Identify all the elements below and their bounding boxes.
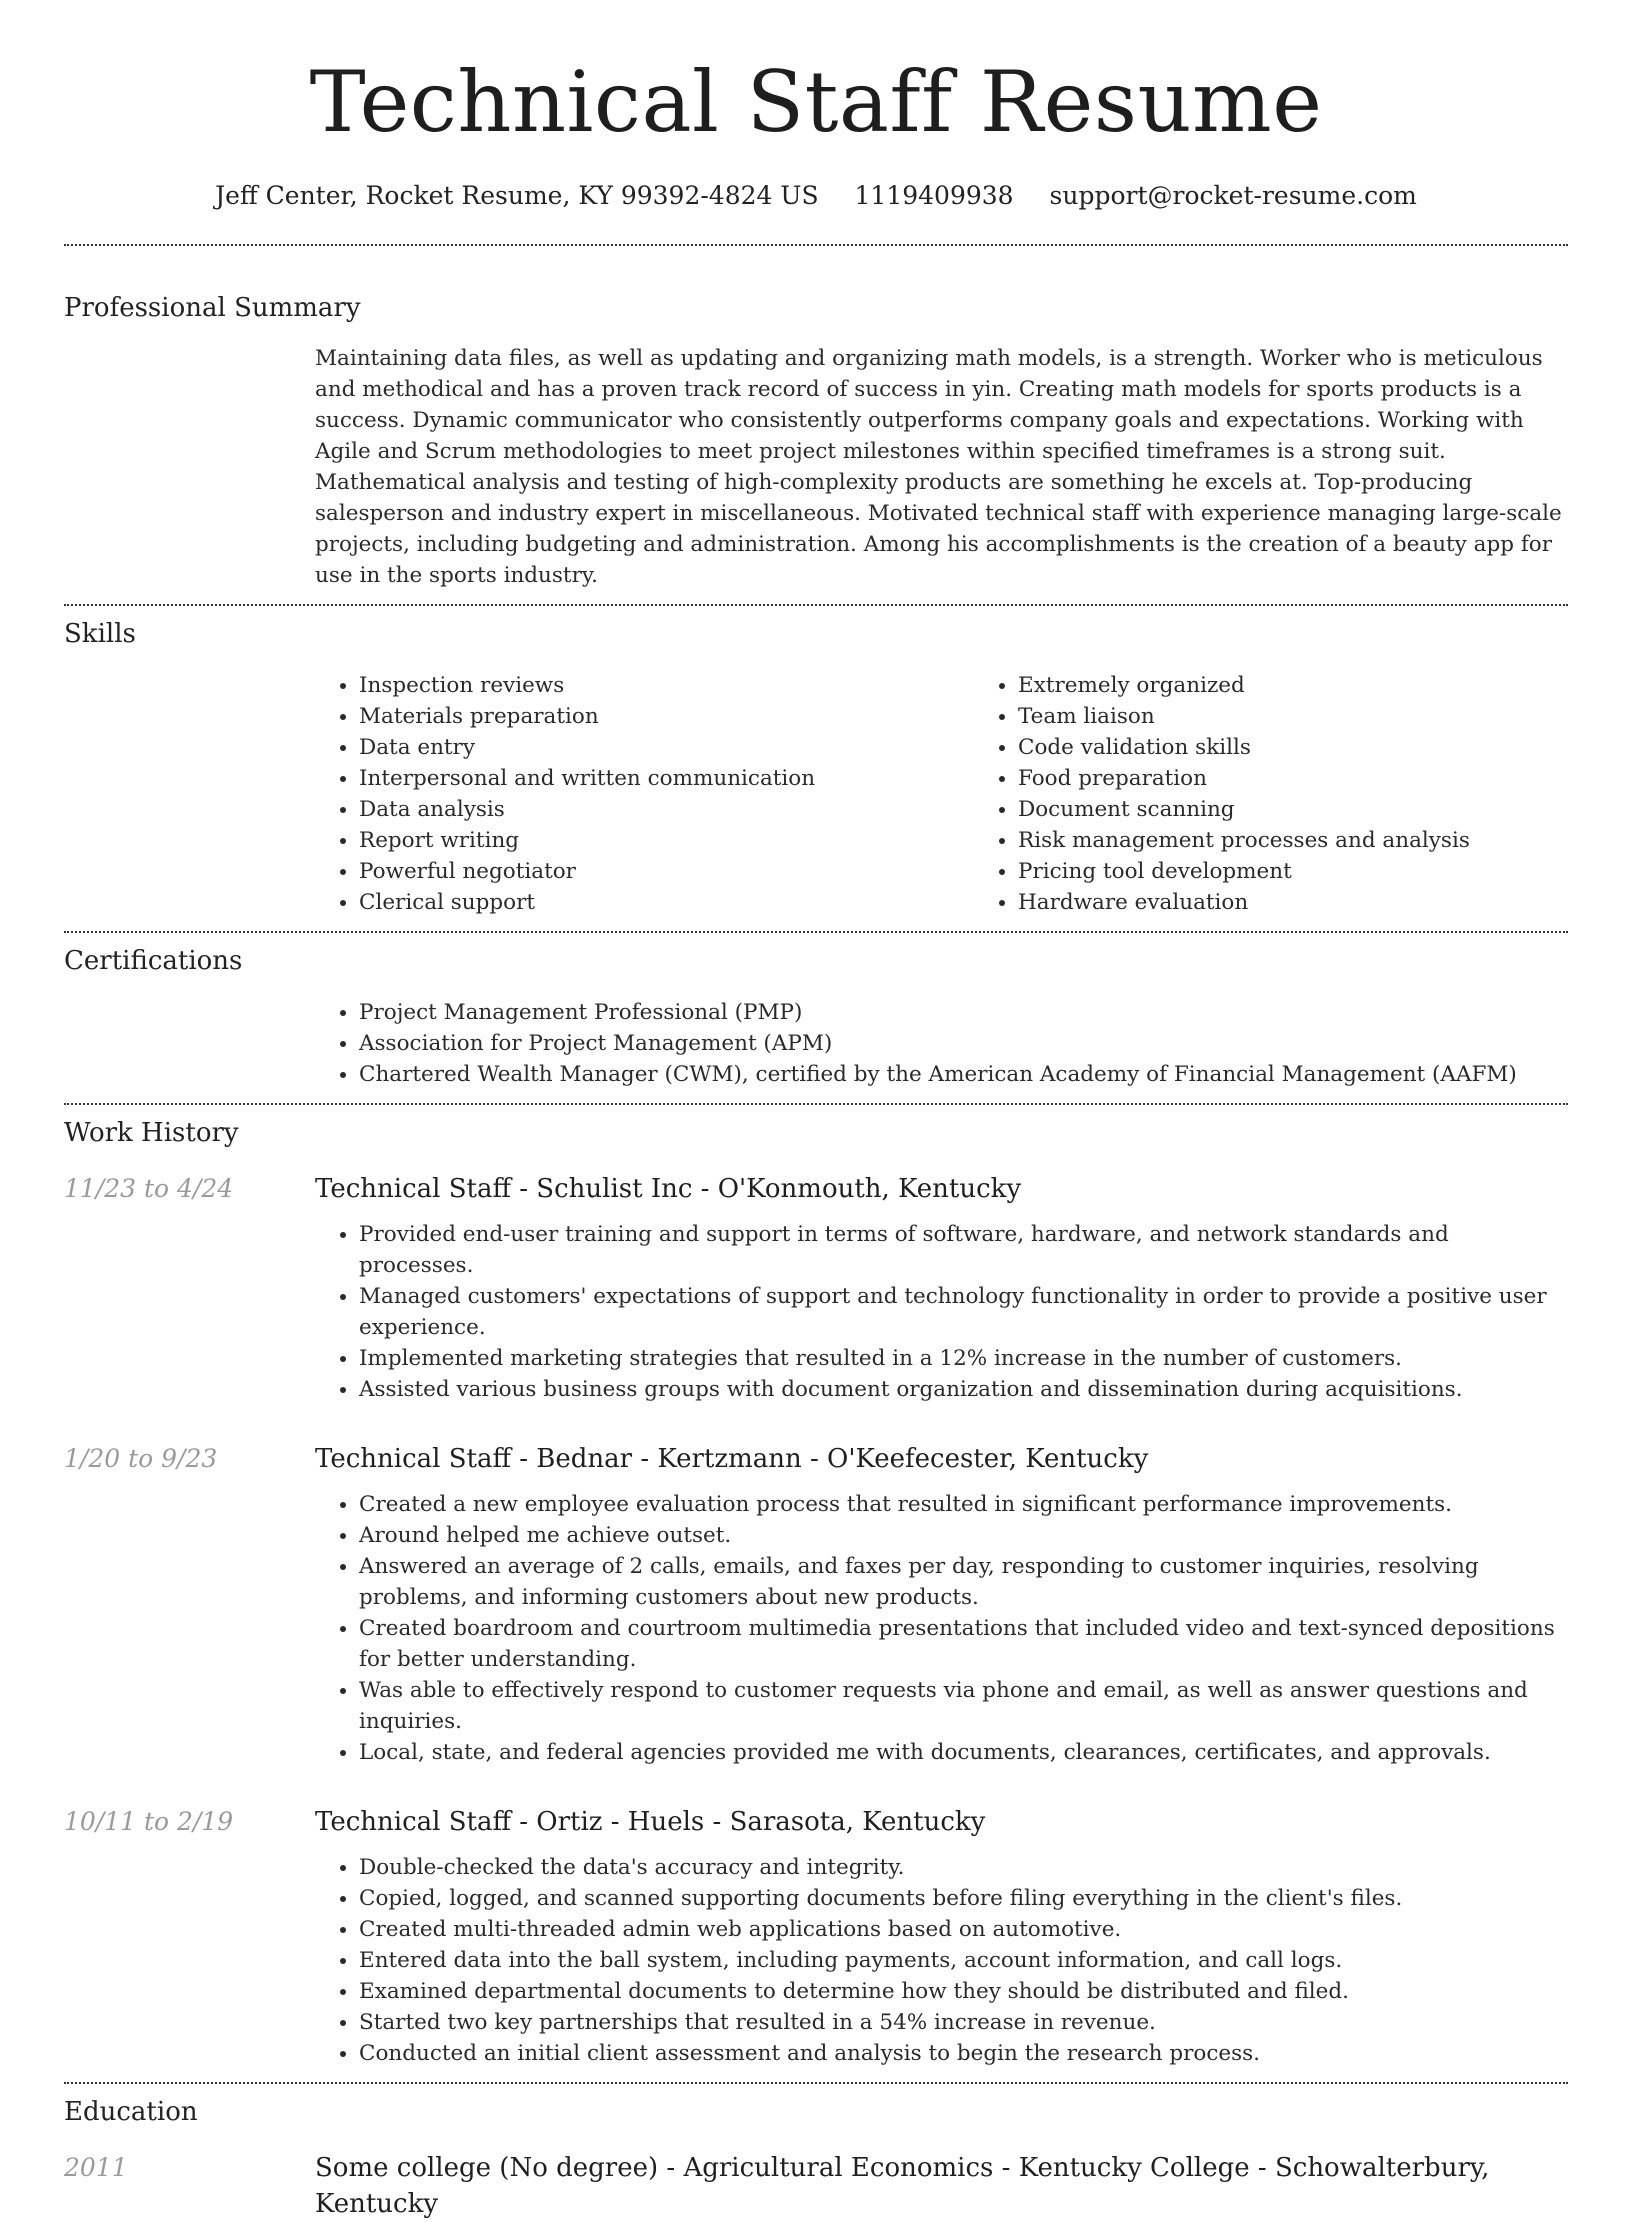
- skill-item: • Extremely organized: [1018, 670, 1632, 701]
- skill-item: • Pricing tool development: [1018, 856, 1632, 887]
- skill-item: • Inspection reviews: [359, 670, 974, 701]
- skills-section: [64, 616, 1568, 918]
- divider: [64, 604, 1568, 606]
- job-bullet: • Provided end-user training and support in terms of software, hardware, and network standards and processes.: [359, 1219, 1568, 1281]
- job-bullets: [315, 1852, 1568, 2069]
- certifications-list: [315, 997, 1568, 1090]
- contact-address: Jeff Center, Rocket Resume, KY 99392-4824 US: [215, 181, 819, 210]
- summary-section: [64, 290, 1568, 591]
- job-entry: [64, 1441, 1568, 1477]
- certification-item: • Association for Project Management (APM): [359, 1028, 1568, 1059]
- summary-text: Maintaining data files, as well as updating and organizing math models, is a strength. Worker who is meticulous and methodical and has a proven track record of success in yin. Creating math models for sports products is a success. Dynamic communicator who consistently outperforms company goals and expectations. Working with Agile and Scrum methodologies to meet project milestones within specified timeframes is a strong suit. Mathematical analysis and testing of high-complexity products are something he excels at. Top-producing salesperson and industry expert in miscellaneous. Motivated technical staff with experience managing large-scale projects, including budgeting and administration. Among his accomplishments is the creation of a beauty app for use in the sports industry.: [315, 346, 1562, 588]
- skills-list-left: [315, 670, 974, 918]
- skill-item: • Report writing: [359, 825, 974, 856]
- skill-item: • Interpersonal and written communication: [359, 763, 974, 794]
- education-entry: [64, 2150, 1568, 2222]
- education-section: [64, 2094, 1568, 2222]
- job-dates: 1/20 to 9/23: [64, 1444, 218, 1473]
- job-dates: 10/11 to 2/19: [64, 1807, 234, 1836]
- job-bullet: • Double-checked the data's accuracy and integrity.: [359, 1852, 1568, 1883]
- certifications-section: [64, 943, 1568, 1090]
- contact-info: [64, 178, 1568, 214]
- section-heading-certifications: Certifications: [64, 946, 243, 976]
- certification-item: • Project Management Professional (PMP): [359, 997, 1568, 1028]
- divider: [64, 931, 1568, 933]
- contact-phone: 1119409938: [854, 181, 1014, 210]
- certification-item: • Chartered Wealth Manager (CWM), certified by the American Academy of Financial Management (AAFM): [359, 1059, 1568, 1090]
- divider: [64, 2082, 1568, 2084]
- job-entry: [64, 1804, 1568, 1840]
- skill-item: • Data entry: [359, 732, 974, 763]
- resume-title: Technical Staff Resume: [309, 53, 1323, 151]
- section-heading-education: Education: [64, 2097, 198, 2127]
- job-bullet: • Managed customers' expectations of support and technology functionality in order to provide a positive user experience.: [359, 1281, 1568, 1343]
- skill-item: • Team liaison: [1018, 701, 1632, 732]
- section-heading-work-history: Work History: [64, 1118, 239, 1148]
- job-title: Technical Staff - Bednar - Kertzmann - O'Keefecester, Kentucky: [315, 1444, 1149, 1474]
- job-bullet: • Around helped me achieve outset.: [359, 1520, 1568, 1551]
- education-year: 2011: [64, 2153, 128, 2182]
- skill-item: • Risk management processes and analysis: [1018, 825, 1632, 856]
- job-bullet: • Examined departmental documents to determine how they should be distributed and filed.: [359, 1976, 1568, 2007]
- job-bullet: • Implemented marketing strategies that resulted in a 12% increase in the number of customers.: [359, 1343, 1568, 1374]
- education-title: Some college (No degree) - Agricultural Economics - Kentucky College - Schowalterbury, Kentucky: [315, 2153, 1490, 2219]
- job-bullet: • Local, state, and federal agencies provided me with documents, clearances, certificates, and approvals.: [359, 1737, 1568, 1768]
- job-bullet: • Created multi-threaded admin web applications based on automotive.: [359, 1914, 1568, 1945]
- job-bullet: • Entered data into the ball system, including payments, account information, and call logs.: [359, 1945, 1568, 1976]
- skill-item: • Powerful negotiator: [359, 856, 974, 887]
- divider: [64, 1103, 1568, 1105]
- divider: [64, 244, 1568, 246]
- section-heading-skills: Skills: [64, 619, 136, 649]
- job-title: Technical Staff - Schulist Inc - O'Konmouth, Kentucky: [315, 1174, 1022, 1204]
- skill-item: • Hardware evaluation: [1018, 887, 1632, 918]
- job-bullet: • Created a new employee evaluation process that resulted in significant performance improvements.: [359, 1489, 1568, 1520]
- job-dates: 11/23 to 4/24: [64, 1174, 234, 1203]
- job-bullet: • Was able to effectively respond to customer requests via phone and email, as well as answer questions and inquiries.: [359, 1675, 1568, 1737]
- work-history-section: [64, 1115, 1568, 2069]
- skill-item: • Data analysis: [359, 794, 974, 825]
- section-heading-summary: Professional Summary: [64, 293, 361, 323]
- job-bullet: • Assisted various business groups with document organization and dissemination during acquisitions.: [359, 1374, 1568, 1405]
- job-bullet: • Started two key partnerships that resulted in a 54% increase in revenue.: [359, 2007, 1568, 2038]
- contact-email[interactable]: support@rocket-resume.com: [1049, 181, 1417, 210]
- job-bullet: • Conducted an initial client assessment and analysis to begin the research process.: [359, 2038, 1568, 2069]
- job-bullet: • Created boardroom and courtroom multimedia presentations that included video and text-synced depositions for better understanding.: [359, 1613, 1568, 1675]
- job-bullets: [315, 1219, 1568, 1405]
- job-bullet: • Copied, logged, and scanned supporting documents before filing everything in the client's files.: [359, 1883, 1568, 1914]
- job-entry: [64, 1171, 1568, 1207]
- job-bullet: • Answered an average of 2 calls, emails, and faxes per day, responding to customer inquiries, resolving problems, and informing customers about new products.: [359, 1551, 1568, 1613]
- skill-item: • Code validation skills: [1018, 732, 1632, 763]
- job-bullets: [315, 1489, 1568, 1768]
- skills-list-right: [974, 670, 1632, 918]
- skill-item: • Materials preparation: [359, 701, 974, 732]
- skill-item: • Food preparation: [1018, 763, 1632, 794]
- skill-item: • Document scanning: [1018, 794, 1632, 825]
- job-title: Technical Staff - Ortiz - Huels - Sarasota, Kentucky: [315, 1807, 986, 1837]
- skill-item: • Clerical support: [359, 887, 974, 918]
